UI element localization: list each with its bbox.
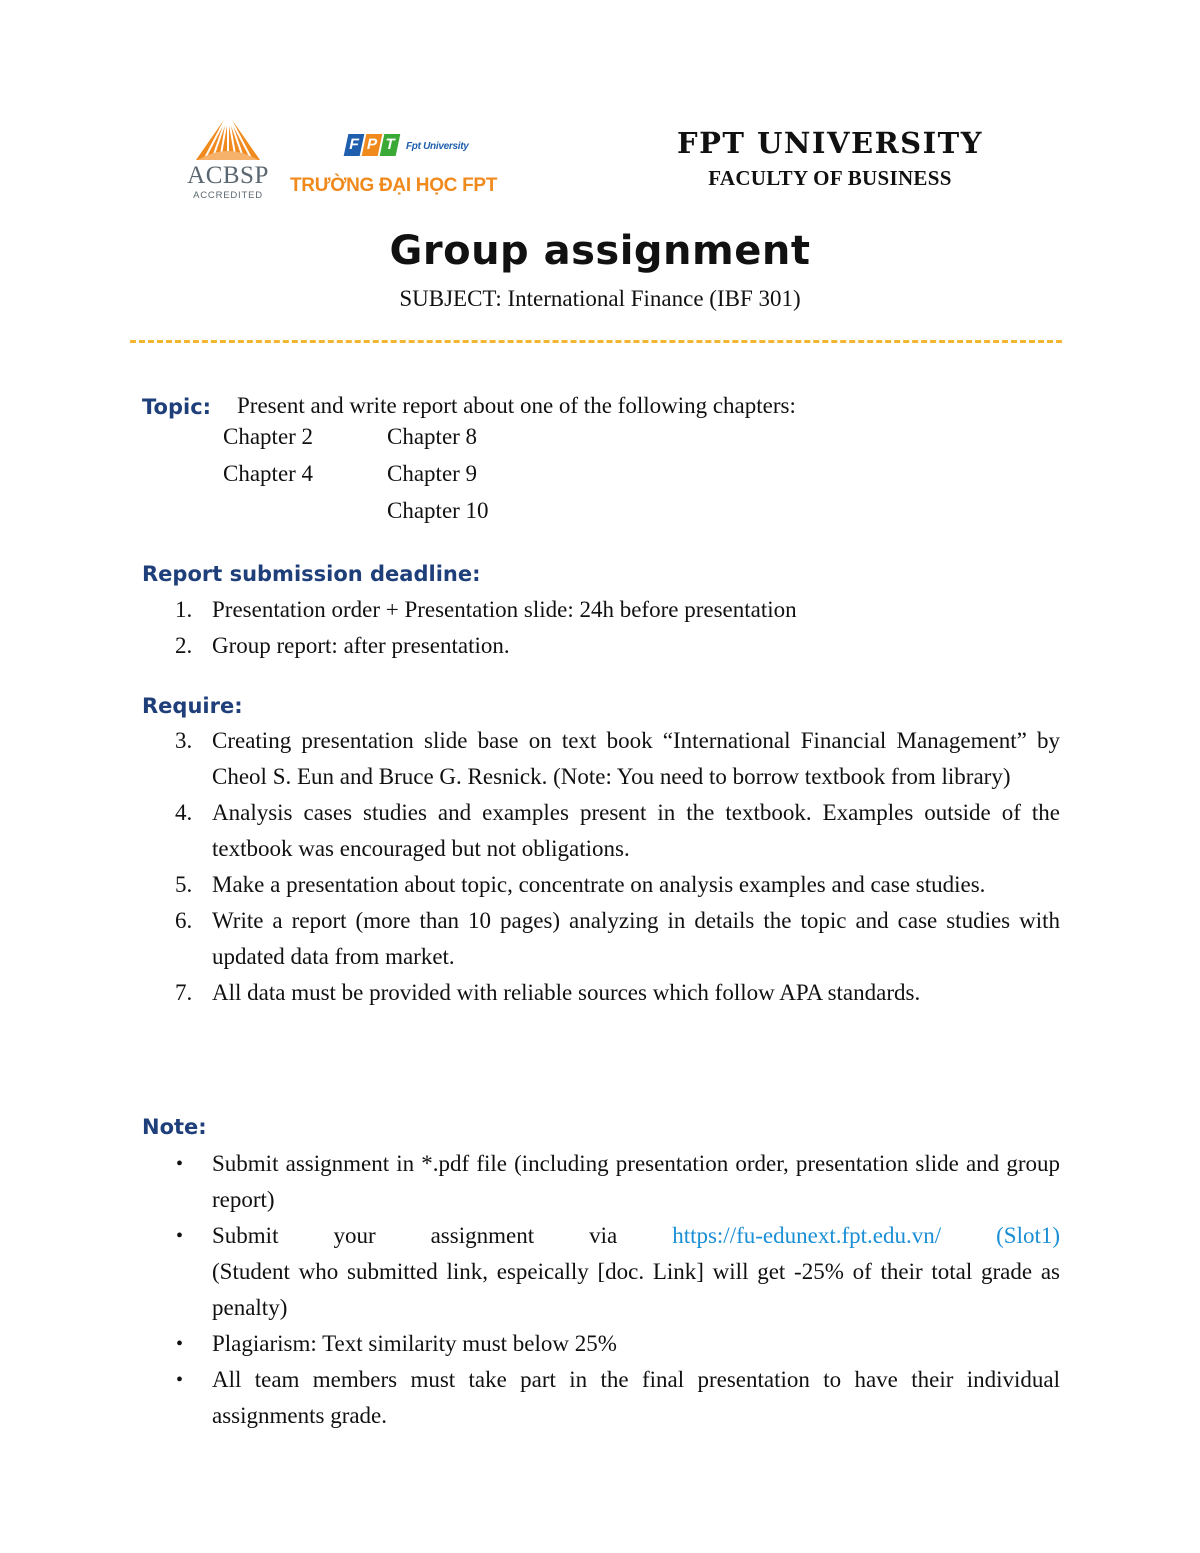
bullet-icon: •: [176, 1225, 184, 1247]
list-item-text: Group report: after presentation.: [212, 633, 510, 658]
bullet-icon: •: [176, 1333, 184, 1355]
list-item: [130, 1362, 1060, 1434]
list-item-text: Write a report (more than 10 pages) analyzing in details the topic and case studies with updated data from market.: [212, 908, 1060, 969]
chapter-item: Chapter 10: [387, 498, 489, 523]
deadline-list: [130, 592, 1060, 664]
list-number: 1.: [175, 597, 193, 622]
list-item-text: All data must be provided with reliable sources which follow APA standards.: [212, 980, 921, 1005]
list-item: [130, 903, 1060, 975]
slot-link[interactable]: (Slot1): [996, 1223, 1061, 1248]
fpt-letter-p: P: [362, 134, 383, 156]
list-item: [130, 1218, 1060, 1326]
fpt-logo: [288, 128, 538, 208]
chapter-item: Chapter 2: [223, 424, 314, 449]
list-item: [130, 1146, 1060, 1218]
submit-line: [212, 1218, 1060, 1254]
fpt-university-subtitle: Fpt University: [406, 141, 469, 152]
submit-prefix: Submit your assignment via: [212, 1223, 618, 1248]
chapter-item: Chapter 8: [387, 424, 478, 449]
list-item-text: Creating presentation slide base on text book “International Financial Management” by Cheol S. Eun and Bruce G. Resnick. (Note: You need to borrow textbook from library): [212, 728, 1060, 789]
list-item-text: Submit assignment in *.pdf file (including presentation order, presentation slide and group report): [212, 1151, 1060, 1212]
note-list: [130, 1146, 1060, 1434]
list-number: 7.: [175, 980, 193, 1005]
acbsp-sunburst-icon: [178, 112, 278, 164]
subject-line: SUBJECT: International Finance (IBF 301): [399, 286, 801, 311]
list-item-text: Presentation order + Presentation slide: 24h before presentation: [212, 597, 797, 622]
acbsp-accredited-label: ACCREDITED: [193, 190, 263, 201]
list-number: 5.: [175, 872, 193, 897]
require-heading: Require:: [142, 694, 243, 718]
list-item: [130, 1326, 1060, 1362]
list-item: [130, 592, 1060, 628]
list-number: 6.: [175, 908, 193, 933]
dashed-divider: [130, 340, 1062, 343]
list-item-text: All team members must take part in the final presentation to have their individual assignments grade.: [212, 1367, 1060, 1428]
topic-text: Present and write report about one of the following chapters:: [237, 393, 796, 418]
fpt-letter-t: T: [380, 134, 401, 156]
list-item: [130, 795, 1060, 867]
list-item: [130, 975, 1060, 1011]
acbsp-wordmark: ACBSP: [187, 162, 269, 189]
university-name: FPT UNIVERSITY: [677, 126, 983, 160]
acbsp-logo: [178, 112, 278, 204]
list-number: 2.: [175, 633, 193, 658]
list-item: [130, 723, 1060, 795]
list-item: [130, 867, 1060, 903]
bullet-icon: •: [176, 1369, 184, 1391]
chapter-item: Chapter 4: [223, 461, 314, 486]
list-item: [130, 628, 1060, 664]
list-number: 4.: [175, 800, 193, 825]
fpt-letter-blocks: [346, 134, 398, 156]
note-heading: Note:: [142, 1115, 207, 1139]
chapter-item: Chapter 9: [387, 461, 478, 486]
list-item-text: Analysis cases studies and examples present in the textbook. Examples outside of the textbook was encouraged but not obligations.: [212, 800, 1060, 861]
list-number: 3.: [175, 728, 193, 753]
deadline-heading: Report submission deadline:: [142, 562, 481, 586]
penalty-text: (Student who submitted link, espeically [doc. Link] will get -25% of their total grade as penalty): [212, 1259, 1060, 1320]
fpt-letter-f: F: [344, 134, 365, 156]
topic-heading: Topic:: [142, 395, 212, 419]
require-list: [130, 723, 1060, 1011]
list-item-text: Make a presentation about topic, concentrate on analysis examples and case studies.: [212, 872, 986, 897]
list-item-text: Plagiarism: Text similarity must below 25%: [212, 1331, 617, 1356]
fpt-vietnamese-name: TRƯỜNG ĐẠI HỌC FPT: [290, 175, 498, 196]
faculty-name: FACULTY OF BUSINESS: [708, 166, 952, 190]
edunext-link[interactable]: https://fu-edunext.fpt.edu.vn/: [672, 1223, 942, 1248]
bullet-icon: •: [176, 1153, 184, 1175]
document-title: Group assignment: [389, 228, 811, 274]
